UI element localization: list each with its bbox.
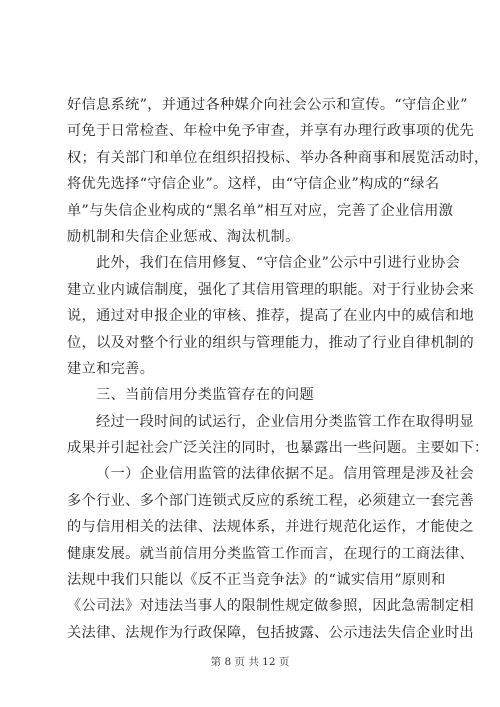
text-line: 的与信用相关的法律、法规体系，并进行规范化运作，才能使之 <box>67 519 475 536</box>
text-line: 单”与失信企业构成的“黑名单”相互对应，完善了企业信用激 <box>67 202 454 219</box>
text-line: 将优先选择“守信企业”。这样，由“守信企业”构成的“绿名 <box>67 176 440 193</box>
page-footer: 第 8 页 共 12 页 <box>210 656 290 668</box>
text-line: 健康发展。就当前信用分类监管工作而言，在现行的工商法律、 <box>67 545 475 562</box>
text-line: 励机制和失信企业惩戒、淘汰机制。 <box>67 228 300 245</box>
text-line: 多个行业、多个部门连锁式反应的系统工程，必须建立一套完善 <box>67 492 475 509</box>
text-line: （一）企业信用监管的法律依据不足。信用管理是涉及社会 <box>96 466 474 483</box>
text-line: 《公司法》对违法当事人的限制性规定做参照，因此急需制定相 <box>67 598 475 615</box>
text-line: 关法律、法规作为行政保障，包括披露、公示违法失信企业时出 <box>67 624 475 641</box>
text-line: 经过一段时间的试运行，企业信用分类监管工作在取得明显 <box>96 413 474 430</box>
body-text <box>67 92 489 646</box>
text-line: 说，通过对申报企业的审核、推荐，提高了在业内中的威信和地 <box>67 308 475 325</box>
text-line: 位，以及对整个行业的组织与管理能力，推动了行业自律机制的 <box>67 334 475 351</box>
text-line: 三、当前信用分类监管存在的问题 <box>96 387 315 404</box>
text-line: 建立业内诚信制度，强化了其信用管理的职能。对于行业协会来 <box>67 281 475 298</box>
text-line: 建立和完善。 <box>67 360 155 377</box>
text-line: 成果并引起社会广泛关注的同时，也暴露出一些问题。主要如下： <box>67 440 489 457</box>
text-line: 此外，我们在信用修复、“守信企业”公示中引进行业协会 <box>96 255 461 272</box>
text-line: 可免于日常检查、年检中免予审查，并享有办理行政事项的优先 <box>67 123 475 140</box>
text-line: 权；有关部门和单位在组织招投标、举办各种商事和展览活动时， <box>67 149 489 166</box>
text-line: 好信息系统”，并通过各种媒介向社会公示和宣传。“守信企业” <box>67 97 468 113</box>
text-line: 法规中我们只能以《反不正当竞争法》的“诚实信用”原则和 <box>67 572 446 589</box>
